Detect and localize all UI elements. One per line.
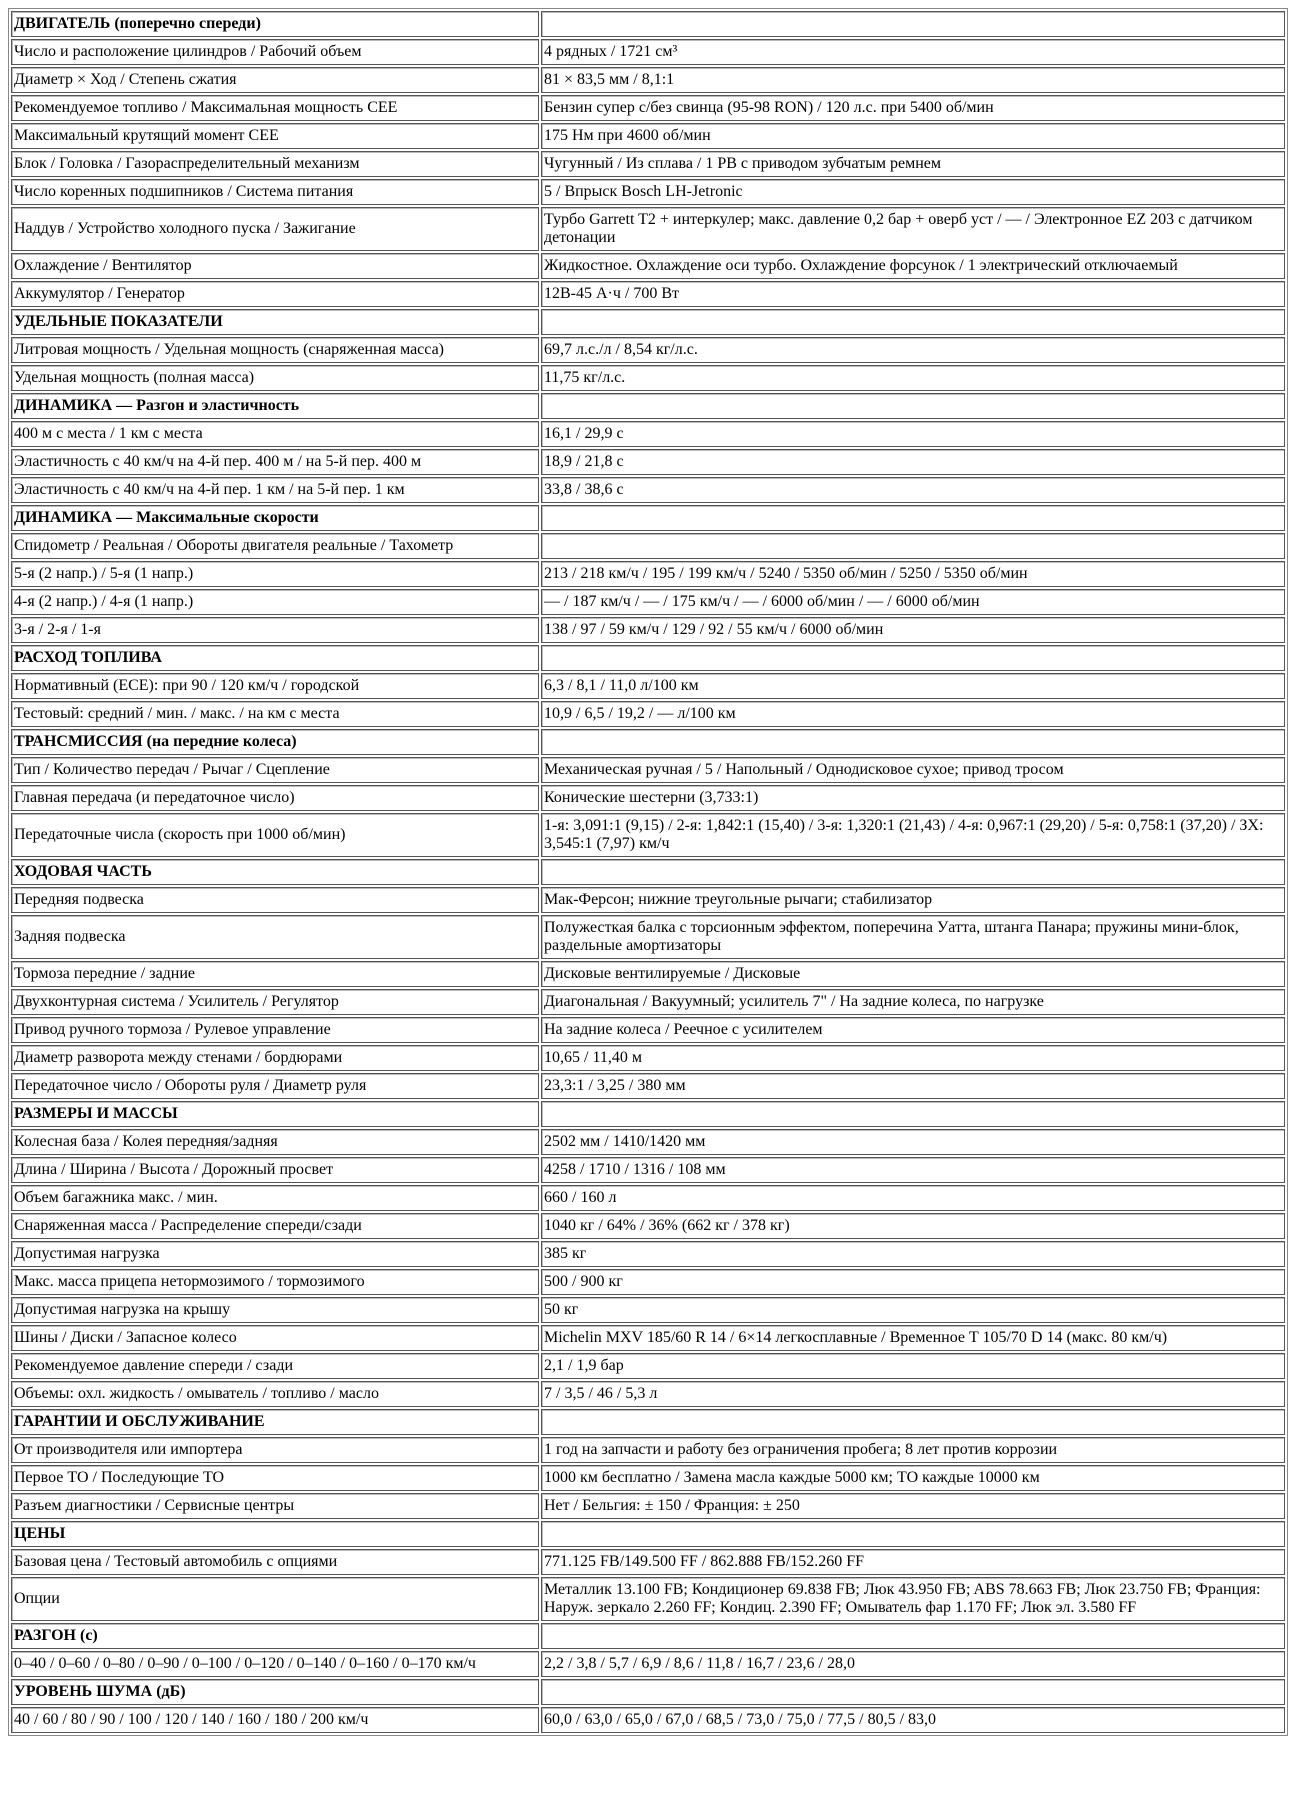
spec-label: Спидометр / Реальная / Обороты двигателя реальные / Тахометр — [11, 533, 539, 559]
section-title: ХОДОВАЯ ЧАСТЬ — [11, 859, 539, 885]
spec-value: 5 / Впрыск Bosch LH-Jetronic — [541, 179, 1285, 205]
spec-value: 60,0 / 63,0 / 65,0 / 67,0 / 68,5 / 73,0 / 75,0 / 77,5 / 80,5 / 83,0 — [541, 1707, 1285, 1733]
spec-label: Эластичность с 40 км/ч на 4-й пер. 400 м / на 5-й пер. 400 м — [11, 449, 539, 475]
section-title: ТРАНСМИССИЯ (на передние колеса) — [11, 729, 539, 755]
section-title: ДВИГАТЕЛЬ (поперечно спереди) — [11, 11, 539, 37]
table-row — [11, 253, 1285, 279]
spec-label: Тормоза передние / задние — [11, 961, 539, 987]
spec-value — [541, 533, 1285, 559]
spec-value: 500 / 900 кг — [541, 1269, 1285, 1295]
spec-label: Первое ТО / Последующие ТО — [11, 1465, 539, 1491]
spec-value: На задние колеса / Реечное с усилителем — [541, 1017, 1285, 1043]
table-row — [11, 785, 1285, 811]
spec-value — [541, 11, 1285, 37]
section-title: ЦЕНЫ — [11, 1521, 539, 1547]
spec-value: 1-я: 3,091:1 (9,15) / 2-я: 1,842:1 (15,40) / 3-я: 1,320:1 (21,43) / 4-я: 0,967:1 (29,20) / 5-я: 0,758:1 (37,20) / ЗХ: 3,545:1 (7,97) км/ч — [541, 813, 1285, 857]
spec-label: Передаточные числа (скорость при 1000 об/мин) — [11, 813, 539, 857]
table-row — [11, 1269, 1285, 1295]
section-title: ГАРАНТИИ И ОБСЛУЖИВАНИЕ — [11, 1409, 539, 1435]
spec-label: Объем багажника макс. / мин. — [11, 1185, 539, 1211]
spec-value: Диагональная / Вакуумный; усилитель 7" / На задние колеса, по нагрузке — [541, 989, 1285, 1015]
table-row — [11, 1157, 1285, 1183]
spec-label: От производителя или импортера — [11, 1437, 539, 1463]
spec-table — [8, 8, 1288, 1736]
spec-label: Эластичность с 40 км/ч на 4-й пер. 1 км / на 5-й пер. 1 км — [11, 477, 539, 503]
spec-table-body — [11, 11, 1285, 1733]
table-row — [11, 365, 1285, 391]
spec-value: 1 год на запчасти и работу без ограничения пробега; 8 лет против коррозии — [541, 1437, 1285, 1463]
spec-label: Диаметр × Ход / Степень сжатия — [11, 67, 539, 93]
spec-value: 175 Нм при 4600 об/мин — [541, 123, 1285, 149]
spec-label: Наддув / Устройство холодного пуска / Зажигание — [11, 207, 539, 251]
section-header-row — [11, 393, 1285, 419]
spec-value: Полужесткая балка с торсионным эффектом, поперечина Уатта, штанга Панара; пружины мини-блок, раздельные амортизаторы — [541, 915, 1285, 959]
spec-label: Охлаждение / Вентилятор — [11, 253, 539, 279]
spec-value: 2,1 / 1,9 бар — [541, 1353, 1285, 1379]
spec-value — [541, 1409, 1285, 1435]
spec-label: Шины / Диски / Запасное колесо — [11, 1325, 539, 1351]
table-row — [11, 1707, 1285, 1733]
section-title: РАЗМЕРЫ И МАССЫ — [11, 1101, 539, 1127]
table-row — [11, 67, 1285, 93]
spec-value: 1000 км бесплатно / Замена масла каждые 5000 км; ТО каждые 10000 км — [541, 1465, 1285, 1491]
spec-value — [541, 859, 1285, 885]
table-row — [11, 561, 1285, 587]
spec-label: Колесная база / Колея передняя/задняя — [11, 1129, 539, 1155]
spec-value: 138 / 97 / 59 км/ч / 129 / 92 / 55 км/ч / 6000 об/мин — [541, 617, 1285, 643]
spec-label: 0–40 / 0–60 / 0–80 / 0–90 / 0–100 / 0–120 / 0–140 / 0–160 / 0–170 км/ч — [11, 1651, 539, 1677]
spec-value: 385 кг — [541, 1241, 1285, 1267]
spec-value: 7 / 3,5 / 46 / 5,3 л — [541, 1381, 1285, 1407]
table-row — [11, 1017, 1285, 1043]
spec-label: Передаточное число / Обороты руля / Диаметр руля — [11, 1073, 539, 1099]
spec-label: Привод ручного тормоза / Рулевое управление — [11, 1017, 539, 1043]
spec-value: Металлик 13.100 FB; Кондиционер 69.838 FB; Люк 43.950 FB; ABS 78.663 FB; Люк 23.750 FB; Франция: Наруж. зеркало 2.260 FF; Кондиц. 2.390 FF; Омыватель фар 1.170 FF; Люк эл. 3.580 FF — [541, 1577, 1285, 1621]
table-row — [11, 757, 1285, 783]
table-row — [11, 1045, 1285, 1071]
table-row — [11, 617, 1285, 643]
table-row — [11, 533, 1285, 559]
spec-value — [541, 645, 1285, 671]
spec-value: Конические шестерни (3,733:1) — [541, 785, 1285, 811]
table-row — [11, 1213, 1285, 1239]
table-row — [11, 813, 1285, 857]
spec-label: Задняя подвеска — [11, 915, 539, 959]
table-row — [11, 1297, 1285, 1323]
spec-label: Главная передача (и передаточное число) — [11, 785, 539, 811]
spec-label: Допустимая нагрузка — [11, 1241, 539, 1267]
spec-label: Тестовый: средний / мин. / макс. / на км с места — [11, 701, 539, 727]
section-title: УРОВЕНЬ ШУМА (дБ) — [11, 1679, 539, 1705]
spec-value: 10,65 / 11,40 м — [541, 1045, 1285, 1071]
section-header-row — [11, 859, 1285, 885]
spec-value: 16,1 / 29,9 с — [541, 421, 1285, 447]
section-header-row — [11, 1623, 1285, 1649]
table-row — [11, 1325, 1285, 1351]
table-row — [11, 39, 1285, 65]
table-row — [11, 337, 1285, 363]
spec-label: Диаметр разворота между стенами / бордюрами — [11, 1045, 539, 1071]
spec-value: 4 рядных / 1721 см³ — [541, 39, 1285, 65]
table-row — [11, 151, 1285, 177]
spec-value: 1040 кг / 64% / 36% (662 кг / 378 кг) — [541, 1213, 1285, 1239]
spec-label: Объемы: охл. жидкость / омыватель / топливо / масло — [11, 1381, 539, 1407]
spec-label: Макс. масса прицепа нетормозимого / тормозимого — [11, 1269, 539, 1295]
spec-value: 33,8 / 38,6 с — [541, 477, 1285, 503]
spec-value — [541, 729, 1285, 755]
table-row — [11, 179, 1285, 205]
table-row — [11, 449, 1285, 475]
spec-value: Бензин супер с/без свинца (95-98 RON) / 120 л.с. при 5400 об/мин — [541, 95, 1285, 121]
section-title: РАЗГОН (с) — [11, 1623, 539, 1649]
table-row — [11, 123, 1285, 149]
table-row — [11, 989, 1285, 1015]
spec-label: Блок / Головка / Газораспределительный механизм — [11, 151, 539, 177]
spec-value: 213 / 218 км/ч / 195 / 199 км/ч / 5240 / 5350 об/мин / 5250 / 5350 об/мин — [541, 561, 1285, 587]
spec-label: Передняя подвеска — [11, 887, 539, 913]
spec-value: — / 187 км/ч / — / 175 км/ч / — / 6000 об/мин / — / 6000 об/мин — [541, 589, 1285, 615]
spec-label: 3-я / 2-я / 1-я — [11, 617, 539, 643]
section-title: УДЕЛЬНЫЕ ПОКАЗАТЕЛИ — [11, 309, 539, 335]
spec-value: 11,75 кг/л.с. — [541, 365, 1285, 391]
section-title: ДИНАМИКА — Разгон и эластичность — [11, 393, 539, 419]
spec-label: Снаряженная масса / Распределение спереди/сзади — [11, 1213, 539, 1239]
table-row — [11, 281, 1285, 307]
table-row — [11, 1577, 1285, 1621]
table-row — [11, 915, 1285, 959]
table-row — [11, 1353, 1285, 1379]
spec-label: Базовая цена / Тестовый автомобиль с опциями — [11, 1549, 539, 1575]
spec-label: Удельная мощность (полная масса) — [11, 365, 539, 391]
table-row — [11, 477, 1285, 503]
section-header-row — [11, 11, 1285, 37]
spec-label: Двухконтурная система / Усилитель / Регулятор — [11, 989, 539, 1015]
table-row — [11, 1073, 1285, 1099]
table-row — [11, 1549, 1285, 1575]
spec-value: 4258 / 1710 / 1316 / 108 мм — [541, 1157, 1285, 1183]
spec-value: 10,9 / 6,5 / 19,2 / — л/100 км — [541, 701, 1285, 727]
table-row — [11, 1651, 1285, 1677]
table-row — [11, 1381, 1285, 1407]
spec-label: Опции — [11, 1577, 539, 1621]
table-row — [11, 421, 1285, 447]
spec-label: Литровая мощность / Удельная мощность (снаряженная масса) — [11, 337, 539, 363]
table-row — [11, 1465, 1285, 1491]
spec-value — [541, 1521, 1285, 1547]
spec-label: 5-я (2 напр.) / 5-я (1 напр.) — [11, 561, 539, 587]
spec-value: 771.125 FB/149.500 FF / 862.888 FB/152.260 FF — [541, 1549, 1285, 1575]
spec-label: Разъем диагностики / Сервисные центры — [11, 1493, 539, 1519]
spec-label: 40 / 60 / 80 / 90 / 100 / 120 / 140 / 160 / 180 / 200 км/ч — [11, 1707, 539, 1733]
spec-value — [541, 309, 1285, 335]
spec-value: 69,7 л.с./л / 8,54 кг/л.с. — [541, 337, 1285, 363]
table-row — [11, 1437, 1285, 1463]
spec-value — [541, 1101, 1285, 1127]
spec-label: Рекомендуемое давление спереди / сзади — [11, 1353, 539, 1379]
section-header-row — [11, 729, 1285, 755]
spec-value: 2,2 / 3,8 / 5,7 / 6,9 / 8,6 / 11,8 / 16,7 / 23,6 / 28,0 — [541, 1651, 1285, 1677]
spec-value: Жидкостное. Охлаждение оси турбо. Охлаждение форсунок / 1 электрический отключаемый — [541, 253, 1285, 279]
section-header-row — [11, 1101, 1285, 1127]
section-title: РАСХОД ТОПЛИВА — [11, 645, 539, 671]
spec-label: Нормативный (ECE): при 90 / 120 км/ч / городской — [11, 673, 539, 699]
spec-value: Michelin MXV 185/60 R 14 / 6×14 легкосплавные / Временное T 105/70 D 14 (макс. 80 км/ч) — [541, 1325, 1285, 1351]
table-row — [11, 1493, 1285, 1519]
spec-value: 18,9 / 21,8 с — [541, 449, 1285, 475]
table-row — [11, 95, 1285, 121]
spec-value: 50 кг — [541, 1297, 1285, 1323]
spec-value: 6,3 / 8,1 / 11,0 л/100 км — [541, 673, 1285, 699]
spec-label: Рекомендуемое топливо / Максимальная мощность CEE — [11, 95, 539, 121]
spec-value: Мак-Ферсон; нижние треугольные рычаги; стабилизатор — [541, 887, 1285, 913]
spec-value: 12В-45 А·ч / 700 Вт — [541, 281, 1285, 307]
section-title: ДИНАМИКА — Максимальные скорости — [11, 505, 539, 531]
spec-label: Длина / Ширина / Высота / Дорожный просвет — [11, 1157, 539, 1183]
spec-value: 81 × 83,5 мм / 8,1:1 — [541, 67, 1285, 93]
table-row — [11, 961, 1285, 987]
table-row — [11, 589, 1285, 615]
spec-label: Максимальный крутящий момент CEE — [11, 123, 539, 149]
section-header-row — [11, 1679, 1285, 1705]
section-header-row — [11, 505, 1285, 531]
table-row — [11, 1129, 1285, 1155]
section-header-row — [11, 1521, 1285, 1547]
spec-value: Механическая ручная / 5 / Напольный / Однодисковое сухое; привод тросом — [541, 757, 1285, 783]
spec-label: 4-я (2 напр.) / 4-я (1 напр.) — [11, 589, 539, 615]
spec-value — [541, 1679, 1285, 1705]
spec-label: Допустимая нагрузка на крышу — [11, 1297, 539, 1323]
table-row — [11, 207, 1285, 251]
table-row — [11, 1185, 1285, 1211]
spec-value: 660 / 160 л — [541, 1185, 1285, 1211]
section-header-row — [11, 1409, 1285, 1435]
table-row — [11, 887, 1285, 913]
spec-label: 400 м с места / 1 км с места — [11, 421, 539, 447]
table-row — [11, 1241, 1285, 1267]
spec-label: Аккумулятор / Генератор — [11, 281, 539, 307]
spec-value: Нет / Бельгия: ± 150 / Франция: ± 250 — [541, 1493, 1285, 1519]
spec-value — [541, 393, 1285, 419]
spec-value: Турбо Garrett T2 + интеркулер; макс. давление 0,2 бар + оверб уст / — / Электронное EZ 203 с датчиком детонации — [541, 207, 1285, 251]
spec-label: Число и расположение цилиндров / Рабочий объем — [11, 39, 539, 65]
spec-value — [541, 1623, 1285, 1649]
spec-label: Число коренных подшипников / Система питания — [11, 179, 539, 205]
spec-value: Дисковые вентилируемые / Дисковые — [541, 961, 1285, 987]
spec-value: 2502 мм / 1410/1420 мм — [541, 1129, 1285, 1155]
spec-label: Тип / Количество передач / Рычаг / Сцепление — [11, 757, 539, 783]
section-header-row — [11, 645, 1285, 671]
spec-value — [541, 505, 1285, 531]
spec-value: Чугунный / Из сплава / 1 РВ с приводом зубчатым ремнем — [541, 151, 1285, 177]
table-row — [11, 673, 1285, 699]
section-header-row — [11, 309, 1285, 335]
spec-value: 23,3:1 / 3,25 / 380 мм — [541, 1073, 1285, 1099]
table-row — [11, 701, 1285, 727]
